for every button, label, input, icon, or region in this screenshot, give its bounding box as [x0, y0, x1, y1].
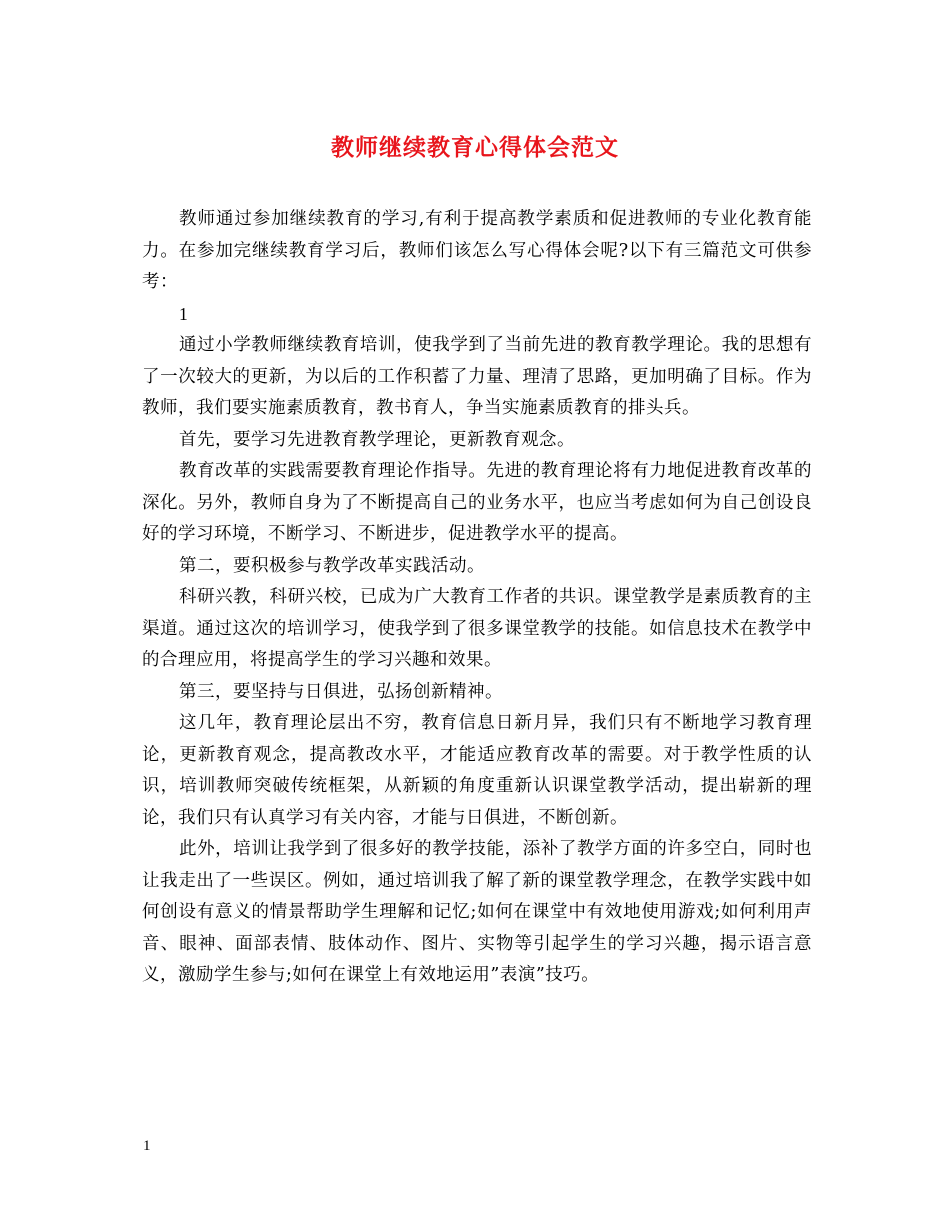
body-paragraph: 科研兴教，科研兴校，已成为广大教育工作者的共识。课堂教学是素质教育的主渠道。通过这次的培训学习，使我学到了很多课堂教学的技能。如信息技术在教学中的合理应用，将提高学生的学习兴趣和效果。 [142, 587, 812, 670]
document-title: 教师继续教育心得体会范文 [331, 134, 619, 161]
document-body [142, 204, 812, 992]
body-paragraph: 这几年，教育理论层出不穷，教育信息日新月异，我们只有不断地学习教育理论，更新教育观念，提高教改水平，才能适应教育改革的需要。对于教学性质的认识，培训教师突破传统框架，从新颖的角度重新认识课堂教学活动，提出崭新的理论，我们只有认真学习有关内容，才能与日俱进，不断创新。 [142, 713, 812, 828]
point-heading-second: 第二，要积极参与教学改革实践活动。 [179, 555, 485, 576]
section-number: 1 [179, 303, 189, 324]
body-paragraph: 此外，培训让我学到了很多好的教学技能，添补了教学方面的许多空白，同时也让我走出了一些误区。例如，通过培训我了解了新的课堂教学理念，在教学实践中如何创设有意义的情景帮助学生理解和记忆;如何在课堂中有效地使用游戏;如何利用声音、眼神、面部表情、肢体动作、图片、实物等引起学生的学习兴趣，揭示语言意义，激励学生参与;如何在课堂上有效地运用”表演”技巧。 [142, 839, 812, 985]
body-paragraph: 教育改革的实践需要教育理论作指导。先进的教育理论将有力地促进教育改革的深化。另外，教师自身为了不断提高自己的业务水平，也应当考虑如何为自己创设良好的学习环境，不断学习、不断进步，促进教学水平的提高。 [142, 461, 812, 544]
intro-paragraph: 教师通过参加继续教育的学习,有利于提高教学素质和促进教师的专业化教育能力。在参加完继续教育学习后，教师们该怎么写心得体会呢?以下有三篇范文可供参考： [142, 209, 812, 292]
page-number: 1 [143, 1138, 151, 1154]
point-heading-first: 首先，要学习先进教育教学理论，更新教育观念。 [179, 429, 575, 450]
body-paragraph: 通过小学教师继续教育培训，使我学到了当前先进的教育教学理论。我的思想有了一次较大的更新，为以后的工作积蓄了力量、理清了思路，更加明确了目标。作为教师，我们要实施素质教育，教书育人，争当实施素质教育的排头兵。 [142, 335, 812, 418]
point-heading-third: 第三，要坚持与日俱进，弘扬创新精神。 [179, 681, 503, 702]
